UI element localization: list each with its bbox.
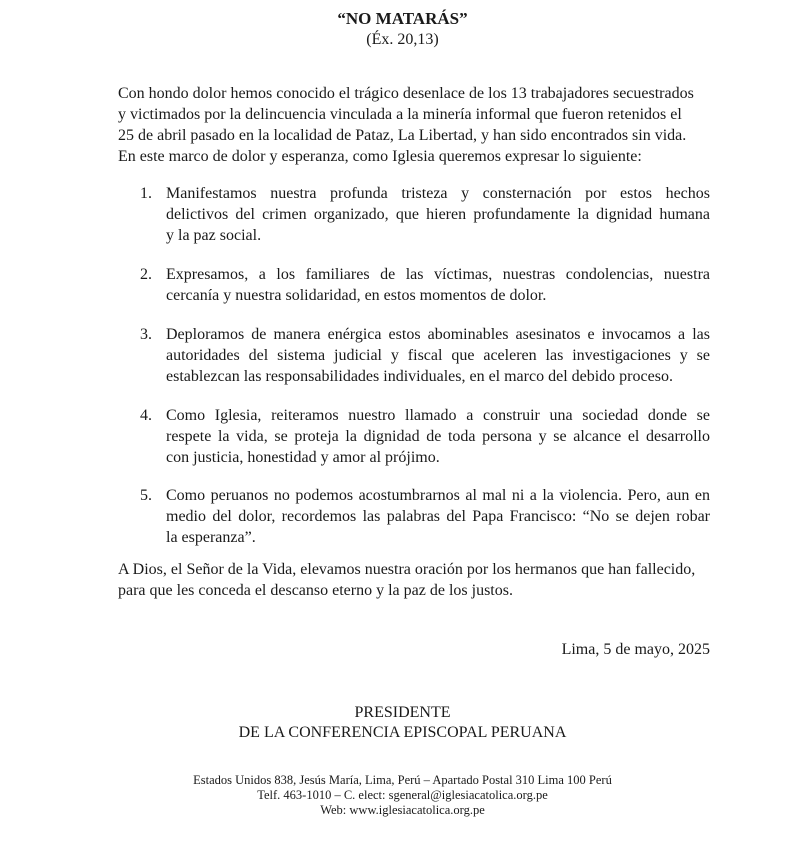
footer-web: Web: www.iglesiacatolica.org.pe <box>320 803 485 817</box>
closing-line: para que les conceda el descanso eterno y la paz de los justos. <box>118 582 513 599</box>
item-line: Deploramos de manera enérgica estos abominables asesinatos e invocamos a las <box>166 326 710 343</box>
list-item <box>140 324 710 387</box>
list-item <box>140 264 710 306</box>
footer-contact: Telf. 463-1010 – C. elect: sgeneral@iglesiacatolica.org.pe <box>257 788 548 802</box>
intro-paragraph <box>118 83 710 167</box>
item-line: autoridades del sistema judicial y fiscal que aceleren las investigaciones y se <box>166 347 710 364</box>
intro-line: y victimados por la delincuencia vinculada a la minería informal que fueron retenidos el <box>118 106 682 123</box>
item-line: delictivos del crimen organizado, que hieren profundamente la dignidad humana <box>166 206 710 223</box>
item-line: la esperanza”. <box>166 529 256 546</box>
signature-organization: DE LA CONFERENCIA EPISCOPAL PERUANA <box>238 724 567 741</box>
item-number: 4. <box>140 407 152 424</box>
item-line: Expresamos, a los familiares de las víctimas, nuestras condolencias, nuestra <box>166 266 710 283</box>
intro-line: 25 de abril pasado en la localidad de Pataz, La Libertad, y han sido encontrados sin vida. <box>118 127 687 144</box>
item-line: establezcan las responsabilidades individuales, en el marco del debido proceso. <box>166 368 673 385</box>
item-line: Manifestamos nuestra profunda tristeza y consternación por estos hechos <box>166 185 710 202</box>
date-line: Lima, 5 de mayo, 2025 <box>561 641 710 658</box>
footer <box>0 773 805 818</box>
item-line: Como Iglesia, reiteramos nuestro llamado a construir una sociedad donde se <box>166 407 710 424</box>
item-line: Como peruanos no podemos acostumbrarnos al mal ni a la violencia. Pero, aun en <box>166 487 710 504</box>
item-line: medio del dolor, recordemos las palabras del Papa Francisco: “No se dejen robar <box>166 508 710 525</box>
item-line: con justicia, honestidad y amor al prójimo. <box>166 449 440 466</box>
list-item <box>140 183 710 246</box>
closing-paragraph <box>118 559 710 601</box>
item-number: 2. <box>140 266 152 283</box>
footer-address: Estados Unidos 838, Jesús María, Lima, Perú – Apartado Postal 310 Lima 100 Perú <box>193 773 612 787</box>
list-item <box>140 405 710 468</box>
intro-line: Con hondo dolor hemos conocido el trágico desenlace de los 13 trabajadores secuestrados <box>118 85 694 102</box>
item-number: 3. <box>140 326 152 343</box>
item-line: y la paz social. <box>166 227 262 244</box>
item-number: 1. <box>140 185 152 202</box>
list-item <box>140 485 710 548</box>
closing-line: A Dios, el Señor de la Vida, elevamos nuestra oración por los hermanos que han fallecido, <box>118 561 696 578</box>
item-line: cercanía y nuestra solidaridad, en estos momentos de dolor. <box>166 287 547 304</box>
intro-line: En este marco de dolor y esperanza, como Iglesia queremos expresar lo siguiente: <box>118 148 642 165</box>
document-subtitle: (Éx. 20,13) <box>366 31 439 48</box>
signature-title: PRESIDENTE <box>354 704 451 721</box>
document-title: “NO MATARÁS” <box>337 9 468 28</box>
item-number: 5. <box>140 487 152 504</box>
item-line: respete la vida, se proteja la dignidad de toda persona y se alcance el desarrollo <box>166 428 710 445</box>
